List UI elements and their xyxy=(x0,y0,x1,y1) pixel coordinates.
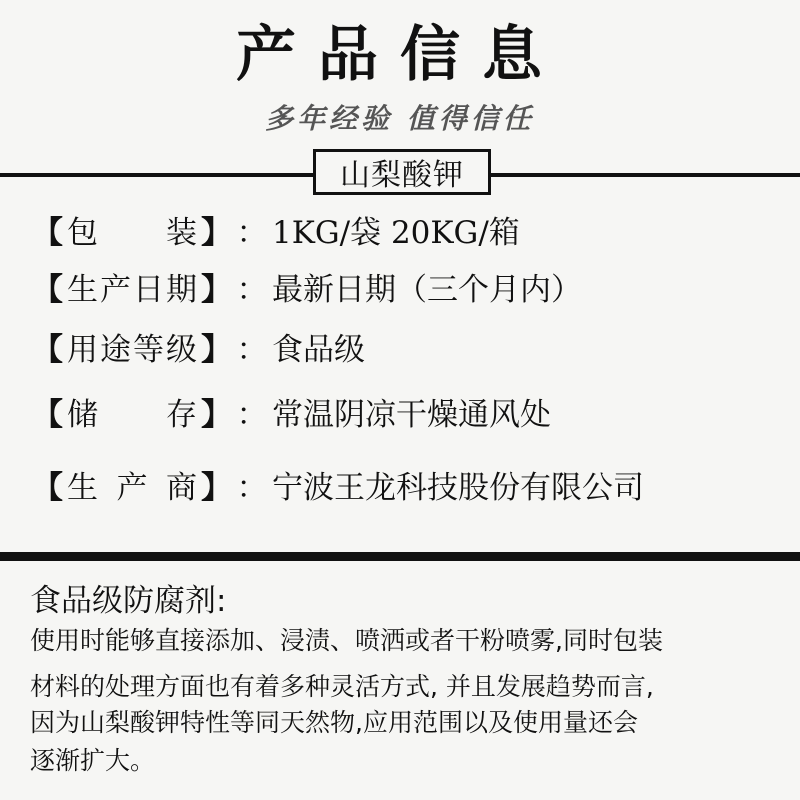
label-char: 商 xyxy=(166,470,197,506)
label-char: 产 xyxy=(100,272,131,308)
info-value: 食品级 xyxy=(272,332,365,368)
info-value: 1KG/袋 20KG/箱 xyxy=(272,215,520,251)
label-char: 日 xyxy=(133,272,164,308)
label-text xyxy=(63,215,201,252)
description-line: 使用时能够直接添加、浸渍、喷洒或者干粉喷雾,同时包装 xyxy=(30,626,663,655)
label-char: 期 xyxy=(166,272,197,308)
label-char: 存 xyxy=(166,397,197,433)
label-char: 用 xyxy=(67,332,98,368)
label-char: 等 xyxy=(133,332,164,368)
label-char: 级 xyxy=(166,332,197,368)
product-name-badge: 山梨酸钾 xyxy=(313,149,491,195)
info-label: 【 储 存 】 xyxy=(32,397,232,433)
slogan: 多年经验 值得信任 xyxy=(265,102,535,135)
info-row-usage-grade: 【 用 途 等 级 】 ： 食品级 xyxy=(32,332,365,368)
page-title: 产品信息 xyxy=(236,20,564,90)
label-char: 包 xyxy=(67,215,98,251)
description-line: 材料的处理方面也有着多种灵活方式, 并且发展趋势而言, xyxy=(30,672,654,701)
info-label: 【 用 途 等 级 】 xyxy=(32,332,232,368)
bottom-divider xyxy=(0,552,800,561)
info-row-storage: 【 储 存 】 ： 常温阴凉干燥通风处 xyxy=(32,397,551,433)
description-line: 逐渐扩大。 xyxy=(30,746,156,775)
label-char: 途 xyxy=(100,332,131,368)
section-heading: 食品级防腐剂: xyxy=(30,583,227,619)
label-char: 产 xyxy=(116,470,148,506)
label-text xyxy=(63,397,201,434)
label-text xyxy=(63,332,201,369)
label-char: 储 xyxy=(67,397,98,433)
info-label: 【 生 产 商 】 xyxy=(32,470,232,506)
label-char: 生 xyxy=(67,272,98,308)
info-value: 最新日期（三个月内） xyxy=(272,272,582,308)
info-value: 宁波王龙科技股份有限公司 xyxy=(272,470,644,506)
info-row-packaging: 【 包 装 】 ： 1KG/袋 20KG/箱 xyxy=(32,215,520,251)
description-line: 因为山梨酸钾特性等同天然物,应用范围以及使用量还会 xyxy=(30,708,638,737)
info-label: 【 包 装 】 xyxy=(32,215,232,251)
label-text xyxy=(63,272,201,309)
label-char: 装 xyxy=(166,215,197,251)
info-row-manufacturer: 【 生 产 商 】 ： 宁波王龙科技股份有限公司 xyxy=(32,470,644,506)
info-label: 【 生 产 日 期 】 xyxy=(32,272,232,308)
info-row-production-date: 【 生 产 日 期 】 ： 最新日期（三个月内） xyxy=(32,272,582,308)
label-text xyxy=(63,470,201,507)
info-value: 常温阴凉干燥通风处 xyxy=(272,397,551,433)
label-char: 生 xyxy=(67,470,98,506)
